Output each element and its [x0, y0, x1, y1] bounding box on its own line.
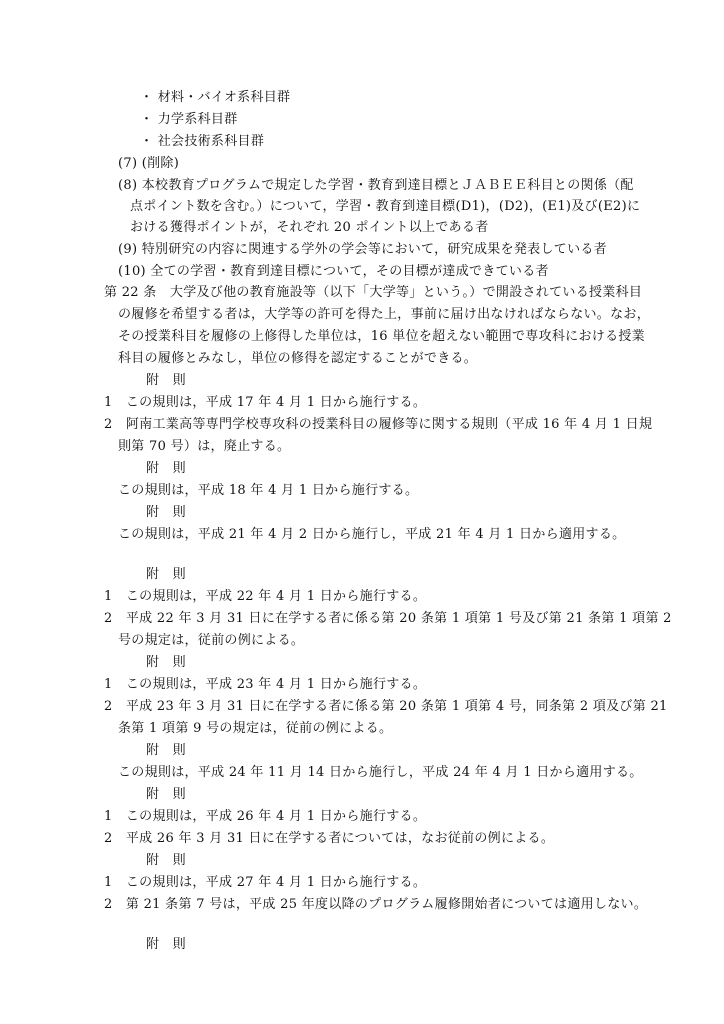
- clause-9: (9) 特別研究の内容に関連する学外の学会等において，研究成果を発表している者: [118, 242, 607, 257]
- supplementary-heading: 附 則: [146, 655, 186, 670]
- supp-h18-text: この規則は，平成 18 年 4 月 1 日から施行する。: [118, 483, 419, 498]
- clause-10: (10) 全ての学習・教育到達目標について，その目標が達成できている者: [118, 264, 549, 279]
- article-22-line1: 第 22 条 大学及び他の教育施設等（以下「大学等」という。）で開設されている授業科目: [104, 285, 643, 300]
- article-22-line3: その授業科目を履修の上修得した単位は，16 単位を超えない範囲で専攻科における授業: [118, 329, 645, 344]
- supp-h22-item2-line1: 2 平成 22 年 3 月 31 日に在学する者に係る第 20 条第 1 項第 1 号及び第 21 条第 1 項第 2: [104, 611, 672, 626]
- supplementary-heading: 附 則: [146, 743, 186, 758]
- supp-h21-text: この規則は，平成 21 年 4 月 2 日から施行し，平成 21 年 4 月 1 日から適用する。: [118, 527, 626, 542]
- article-22-line2: の履修を希望する者は，大学等の許可を得た上，事前に届け出なければならない。なお，: [118, 307, 651, 322]
- supp-h23-item1: 1 この規則は，平成 23 年 4 月 1 日から施行する。: [104, 677, 427, 692]
- supp-h26-item2: 2 平成 26 年 3 月 31 日に在学する者については，なお従前の例による。: [104, 831, 555, 846]
- supp-h26-item1: 1 この規則は，平成 26 年 4 月 1 日から施行する。: [104, 809, 427, 824]
- list-item-mechanics: ・ 力学系科目群: [140, 112, 238, 127]
- supp-h24-text: この規則は，平成 24 年 11 月 14 日から施行し，平成 24 年 4 月 1 日から適用する。: [118, 765, 643, 780]
- supp-h27-item1: 1 この規則は，平成 27 年 4 月 1 日から施行する。: [104, 875, 427, 890]
- supp-h23-item2-line2: 条第 1 項第 9 号の規定は，従前の例による。: [118, 721, 393, 736]
- clause-8-line2: 点ポイント数を含む。）について，学習・教育到達目標(D1)，(D2)，(E1)及び(E2)に: [130, 199, 641, 214]
- supp-h17-item2-line2: 則第 70 号）は，廃止する。: [118, 439, 291, 454]
- clause-8-line3: おける獲得ポイントが，それぞれ 20 ポイント以上である者: [130, 220, 489, 235]
- list-item-social-tech: ・ 社会技術系科目群: [140, 134, 265, 149]
- supplementary-heading: 附 則: [146, 567, 186, 582]
- supplementary-heading: 附 則: [146, 461, 186, 476]
- supp-h23-item2-line1: 2 平成 23 年 3 月 31 日に在学する者に係る第 20 条第 1 項第 4 号，同条第 2 項及び第 21: [104, 699, 668, 714]
- supplementary-heading: 附 則: [146, 787, 186, 802]
- supp-h22-item1: 1 この規則は，平成 22 年 4 月 1 日から施行する。: [104, 589, 427, 604]
- article-22-line4: 科目の履修とみなし，単位の修得を認定することができる。: [118, 351, 478, 366]
- list-item-materials-bio: ・ 材料・バイオ系科目群: [140, 90, 291, 105]
- supplementary-heading: 附 則: [146, 505, 186, 520]
- supp-h17-item2-line1: 2 阿南工業高等専門学校専攻科の授業科目の履修等に関する規則（平成 16 年 4 月 1 日規: [104, 417, 653, 432]
- supp-h22-item2-line2: 号の規定は，従前の例による。: [118, 633, 305, 648]
- clause-8-line1: (8) 本校教育プログラムで規定した学習・教育到達目標とＪＡＢＥＥ科目との関係（配: [118, 178, 634, 193]
- supplementary-heading: 附 則: [146, 373, 186, 388]
- supp-h17-item1: 1 この規則は，平成 17 年 4 月 1 日から施行する。: [104, 395, 427, 410]
- supplementary-heading: 附 則: [146, 937, 186, 952]
- clause-7: (7) (削除): [118, 156, 180, 171]
- supp-h27-item2: 2 第 21 条第 7 号は，平成 25 年度以降のプログラム履修開始者については適用しない。: [104, 897, 648, 912]
- supplementary-heading: 附 則: [146, 853, 186, 868]
